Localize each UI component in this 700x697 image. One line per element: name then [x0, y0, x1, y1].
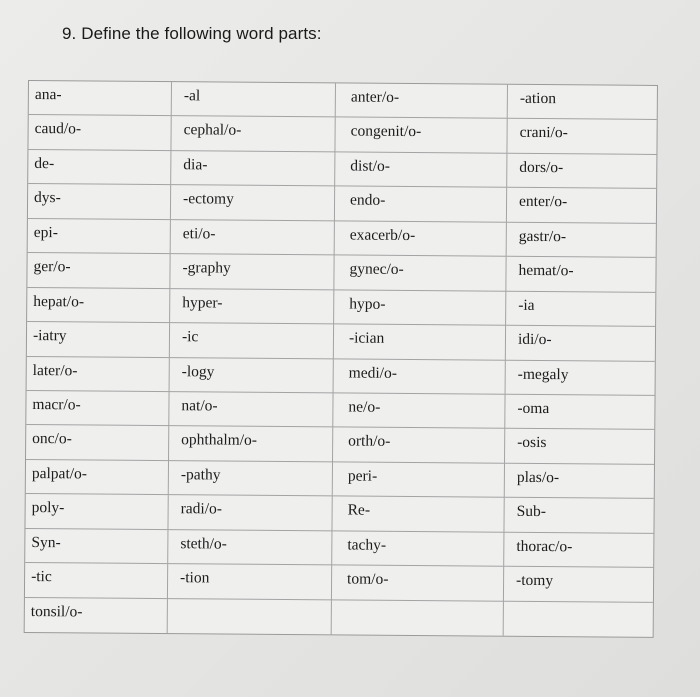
- table-cell: de-: [28, 150, 171, 186]
- table-cell: Re-: [332, 497, 504, 533]
- table-cell: anter/o-: [336, 83, 508, 119]
- table-cell: -megaly: [506, 360, 655, 396]
- table-cell: dia-: [171, 151, 335, 187]
- table-cell: ger/o-: [27, 253, 170, 289]
- table-cell: -logy: [170, 358, 334, 394]
- table-cell: ophthalm/o-: [169, 426, 333, 462]
- table-cell: steth/o-: [168, 530, 332, 566]
- table-cell: -tomy: [504, 567, 653, 603]
- table-cell: hepat/o-: [27, 288, 170, 324]
- table-cell: gynec/o-: [334, 256, 506, 292]
- table-cell: hemat/o-: [506, 257, 655, 293]
- table-cell: nat/o-: [169, 392, 333, 428]
- table-cell: dist/o-: [335, 152, 507, 188]
- table-cell: -osis: [505, 429, 654, 465]
- table-cell: -tic: [25, 563, 168, 599]
- table-cell: -pathy: [169, 461, 333, 497]
- table-cell: [504, 601, 653, 637]
- table-cell: medi/o-: [334, 359, 506, 395]
- table-cell: plas/o-: [505, 464, 654, 500]
- table-cell: later/o-: [27, 356, 170, 392]
- table-cell: exacerb/o-: [335, 221, 507, 257]
- table-cell: [168, 599, 332, 635]
- table-cell: -iatry: [27, 322, 170, 358]
- table-cell: eti/o-: [171, 220, 335, 256]
- table-cell: peri-: [333, 462, 505, 498]
- table-cell: -ician: [334, 324, 506, 360]
- table-cell: -tion: [168, 564, 332, 600]
- table-cell: tonsil/o-: [25, 598, 168, 634]
- table-cell: radi/o-: [168, 495, 332, 531]
- table-cell: caud/o-: [28, 115, 171, 151]
- table-cell: congenit/o-: [335, 118, 507, 154]
- table-cell: -ectomy: [171, 185, 335, 221]
- table-cell: idi/o-: [506, 326, 655, 362]
- table-cell: palpat/o-: [26, 460, 169, 496]
- table-cell: tachy-: [332, 531, 504, 567]
- table-cell: enter/o-: [507, 188, 656, 224]
- table-cell: Syn-: [25, 529, 168, 565]
- table-cell: dors/o-: [507, 154, 656, 190]
- table-cell: orth/o-: [333, 428, 505, 464]
- table-cell: endo-: [335, 187, 507, 223]
- table-cell: ana-: [29, 81, 172, 117]
- table-cell: hyper-: [170, 289, 334, 325]
- table-cell: [332, 600, 504, 636]
- table-cell: crani/o-: [507, 119, 656, 155]
- table-cell: -ia: [506, 291, 655, 327]
- table-cell: tom/o-: [332, 566, 504, 602]
- table-cell: -ation: [508, 85, 657, 121]
- table-cell: thorac/o-: [504, 532, 653, 568]
- word-parts-table: [24, 80, 658, 638]
- question-heading: 9. Define the following word parts:: [62, 24, 322, 43]
- table-cell: ne/o-: [333, 393, 505, 429]
- table-cell: poly-: [25, 494, 168, 530]
- table-cell: onc/o-: [26, 425, 169, 461]
- table-cell: cephal/o-: [171, 117, 335, 153]
- table-cell: gastr/o-: [507, 223, 656, 259]
- table-cell: -al: [172, 82, 336, 118]
- table-cell: macr/o-: [26, 391, 169, 427]
- table-cell: -graphy: [170, 254, 334, 290]
- table-cell: Sub-: [504, 498, 653, 534]
- table-cell: -ic: [170, 323, 334, 359]
- table-cell: hypo-: [334, 290, 506, 326]
- table-cell: -oma: [505, 395, 654, 431]
- table-cell: dys-: [28, 184, 171, 220]
- table-cell: epi-: [28, 219, 171, 255]
